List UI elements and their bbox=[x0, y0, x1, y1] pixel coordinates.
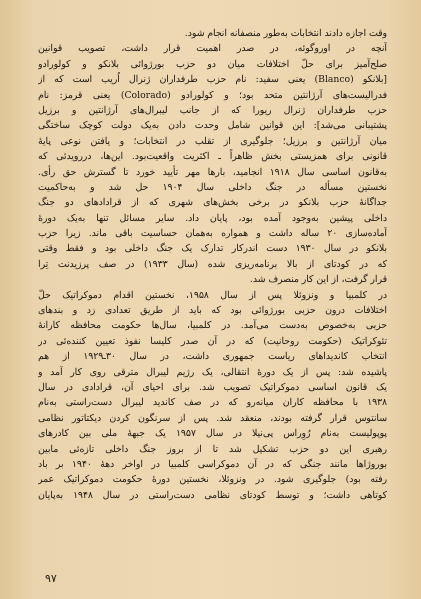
text-line: به‌قانون اساسی سال ۱۹۱۸ انجامید، بارها مهر‌ تأیید خورد تا گسترش حق رأی. bbox=[38, 166, 387, 178]
text-line: [بلانکو (Blanco) یعنی سفید: نام حزب طرفداران ژنرال اُریب است که از bbox=[38, 74, 387, 86]
text-line: بلانکو در سال ۱۹۳۰ دست اندرکار تدارک یک جنگ داخلی بود و فقط وقتی bbox=[38, 243, 387, 255]
text-line: قرار گرفت، از این کار منصرف شد. bbox=[249, 274, 387, 286]
text-line: آنچه در اوروگوئه، در صدر اهمیت قرار داشت، تصویب قوانین bbox=[38, 43, 387, 55]
text-line: سانتوس قرار گرفته بودند، منعقد شد. پس از سرنگون کردن دیکتاتور نظامی bbox=[38, 412, 387, 424]
text-line: انتخاب کاندیداهای ریاست جمهوری داشت، در سال ۳۰ـ۱۹۲۹ از هم bbox=[38, 351, 387, 363]
text-line: قانونی برای همزیستی بخش ظاهراً ـ اکثریت واقعیت‌بود. این‌ها، دررویدئی که bbox=[38, 151, 387, 163]
text-line: در کلمبیا و ونزوئلا پس از سال ۱۹۵۸، نخستین اقدام دموکراتیک حلّ bbox=[38, 289, 387, 301]
text-line: کوتاهی داشت؛ و توسط کودتای نظامی دست‌راستی در سال ۱۹۴۸ به‌پایان bbox=[38, 489, 387, 501]
text-line: نخستین مسأله در جنگ داخلی سال ۱۹۰۴ حل شد و به‌حاکمیت bbox=[38, 181, 387, 193]
text-line: وقت اجازه دادند انتخابات به‌طور منصفانه انجام شود. bbox=[184, 28, 387, 39]
text-line: رهبری این دو حزب تشکیل شد تا از بروز جنگ داخلی تازه‌ئی مابین bbox=[38, 443, 387, 455]
text-line: رفته بود) جلوگیری شود. در ونزوئلا، نخستین دورهٔ حکومت دموکراتیک عمر bbox=[38, 474, 387, 486]
text-line: که در کودتای از بالا برنامه‌ریزی شده (سال ۱۹۳۳) در صف پرزیدنت تِرا bbox=[38, 258, 387, 270]
text-line: جداگانهٔ حزب بلانکو در برخی بخش‌های شهری که از قرادادهای دو جنگ bbox=[38, 197, 387, 209]
text-line: حزبی به‌خصوص به‌دست می‌آمد. در کلمبیا، سال‌ها حکومت محافظه کارانهٔ bbox=[38, 320, 387, 332]
text-line: بوروژاها مانند جنگی که در آن دموکراسی کلمبیا در اواخر دههٔ ۱۹۴۰ بر باد bbox=[38, 458, 387, 470]
text-line: صلح‌آمیز برای حلّ اختلافات میان دو حزب بورژوائی بلانکو و کولورادو bbox=[38, 58, 387, 70]
text-line: داخلی پیشین به‌وجود آمده بود، پایان داد. سایر مسائل تنها به‌یک دورهٔ bbox=[38, 212, 387, 224]
text-line: میان آرژانتین و برزیل؛ جلوگیری از تقلب در انتخابات؛ و یافتن نوعی پایهٔ bbox=[38, 135, 387, 147]
page-number: ۹۷ bbox=[45, 572, 57, 585]
body-text bbox=[38, 26, 387, 503]
text-line: پاشیده شد: پس از یک دورهٔ انتقالی، یک رژیم لیبرال مترقی روی کار آمد و bbox=[38, 366, 387, 378]
text-line: ۱۹۳۸ با محافظه کاران میانه‌رو که در صف کاندید لیبرال دست‌راستی به‌نام bbox=[38, 397, 387, 409]
text-line: یک قانون اساسی دموکراتیک تصویب شد. برای احیای آن، قرادادی در سال bbox=[38, 381, 387, 393]
text-line: فدرالیست‌های آرژانتین متحد بود؛ و کولورادو (Colorado) یعنی قرمز: نام bbox=[38, 89, 387, 101]
text-line: پوپولیست به‌نام رُوِراس پی‌نیلا در سال ۱۹۵۷ یک جبههٔ ملی بین کادرهای bbox=[38, 428, 387, 440]
text-line: تئوکراتیک (حکومت روحانیت) که در آن صدر کلیسا نفوذ تعیین کننده‌ئی در bbox=[38, 335, 387, 347]
text-line: اختلافات درون حزبی بورژوائی بود که باید از طریق تعدادی زد و بندهای bbox=[38, 305, 387, 317]
text-line: پشتیبانی می‌شد]: این قوانین شامل وحدت دادن به‌یک دولت کوچک ساختگی bbox=[38, 120, 387, 132]
text-line: آماده‌سازی ۲۰ ساله داشت و همواره به‌همان حساسیت باقی ماند. زیرا حزب bbox=[38, 228, 387, 240]
text-line: حزب طرفداران ژنرال ریورا که از جانب لیبرال‌های آرژانتین و برزیل bbox=[38, 104, 387, 116]
